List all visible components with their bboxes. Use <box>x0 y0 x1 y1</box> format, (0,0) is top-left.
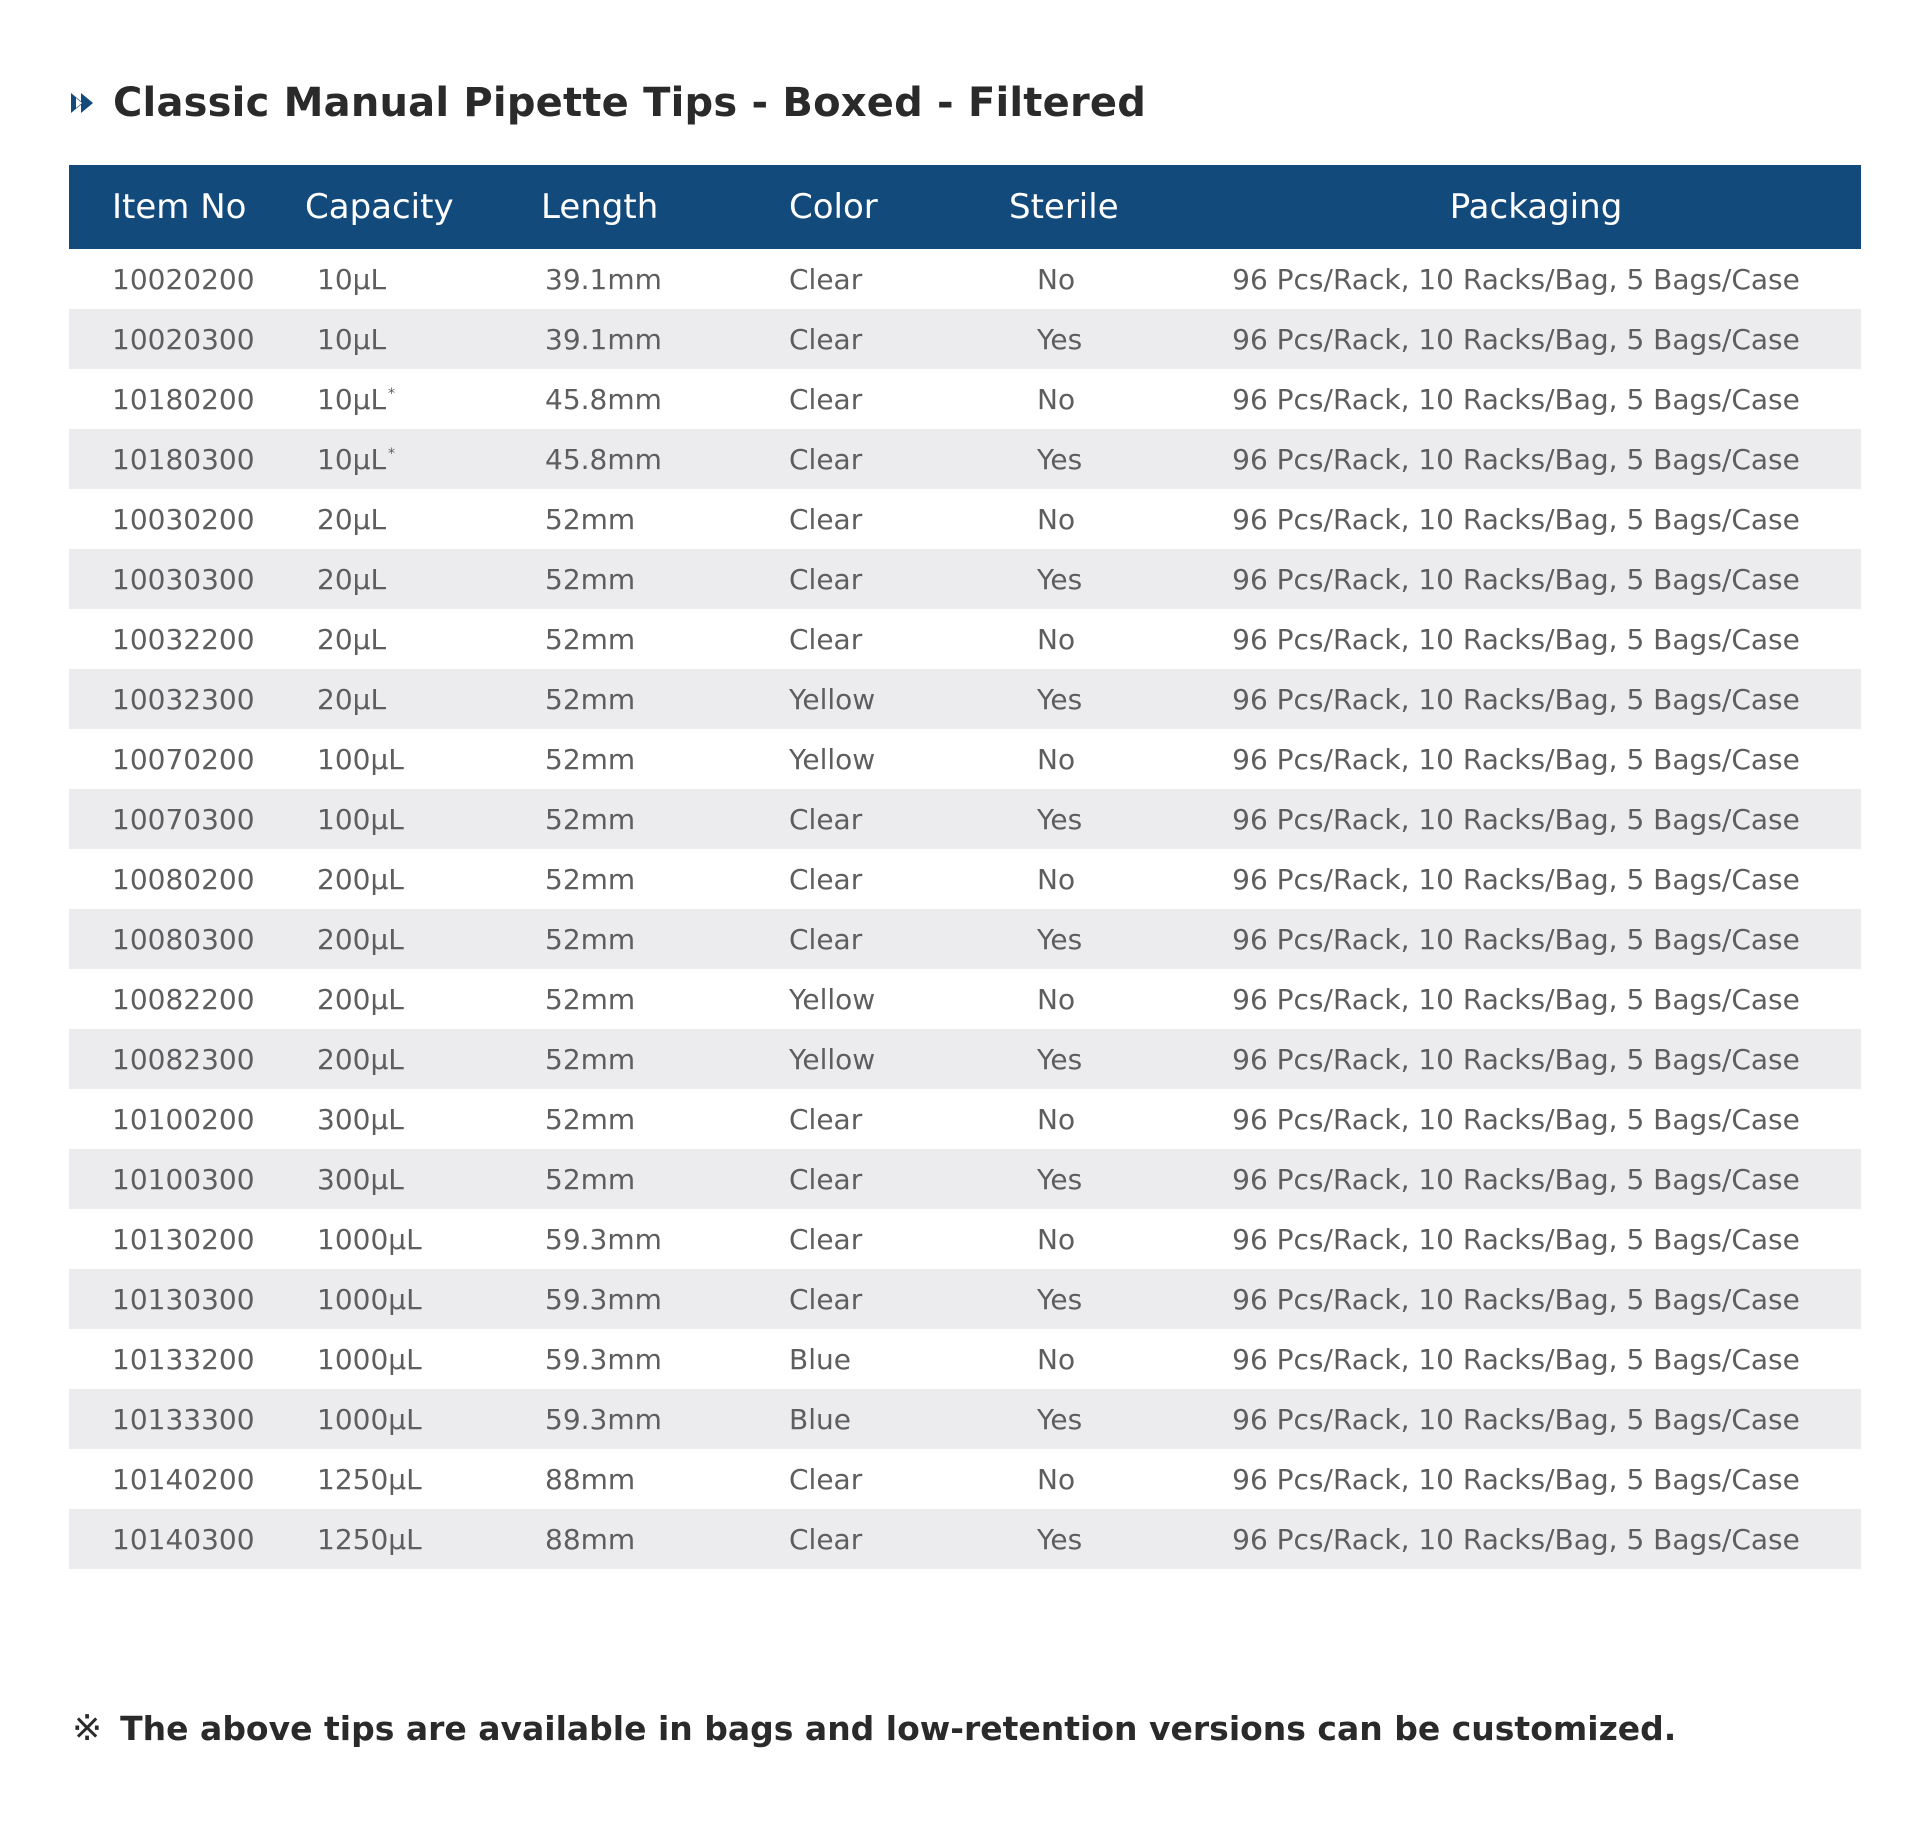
capacity-value: 10μL <box>317 262 387 296</box>
cell-capacity <box>305 609 541 669</box>
cell-capacity <box>305 1329 541 1389</box>
table-row <box>69 789 1861 849</box>
header-length: Length <box>541 165 789 249</box>
cell-item-no: 10080300 <box>69 909 305 969</box>
cell-length: 88mm <box>541 1509 789 1569</box>
table-row <box>69 609 1861 669</box>
table-row <box>69 729 1861 789</box>
table-row <box>69 1209 1861 1269</box>
cell-packaging: 96 Pcs/Rack, 10 Racks/Bag, 5 Bags/Case <box>1211 849 1861 909</box>
header-row <box>69 165 1861 249</box>
cell-length: 52mm <box>541 1149 789 1209</box>
cell-color: Yellow <box>789 729 1009 789</box>
cell-sterile: Yes <box>1009 549 1211 609</box>
cell-capacity <box>305 1029 541 1089</box>
cell-length: 45.8mm <box>541 369 789 429</box>
capacity-value: 300μL <box>317 1102 404 1136</box>
cell-packaging: 96 Pcs/Rack, 10 Racks/Bag, 5 Bags/Case <box>1211 789 1861 849</box>
cell-capacity <box>305 789 541 849</box>
cell-capacity <box>305 969 541 1029</box>
cell-capacity <box>305 369 541 429</box>
table-row <box>69 909 1861 969</box>
cell-color: Clear <box>789 1089 1009 1149</box>
capacity-value: 10μL <box>317 442 387 476</box>
capacity-value: 1000μL <box>317 1282 422 1316</box>
cell-item-no: 10082200 <box>69 969 305 1029</box>
cell-capacity <box>305 489 541 549</box>
cell-length: 52mm <box>541 1089 789 1149</box>
cell-capacity <box>305 1269 541 1329</box>
cell-sterile: Yes <box>1009 1389 1211 1449</box>
cell-item-no: 10030300 <box>69 549 305 609</box>
cell-sterile: No <box>1009 1329 1211 1389</box>
cell-capacity <box>305 1149 541 1209</box>
cell-length: 59.3mm <box>541 1389 789 1449</box>
capacity-value: 1250μL <box>317 1462 422 1496</box>
cell-packaging: 96 Pcs/Rack, 10 Racks/Bag, 5 Bags/Case <box>1211 1269 1861 1329</box>
cell-length: 52mm <box>541 969 789 1029</box>
cell-sterile: No <box>1009 249 1211 309</box>
cell-length: 52mm <box>541 909 789 969</box>
cell-sterile: Yes <box>1009 429 1211 489</box>
header-capacity: Capacity <box>305 165 541 249</box>
cell-packaging: 96 Pcs/Rack, 10 Racks/Bag, 5 Bags/Case <box>1211 909 1861 969</box>
cell-packaging: 96 Pcs/Rack, 10 Racks/Bag, 5 Bags/Case <box>1211 1029 1861 1089</box>
table-row <box>69 1089 1861 1149</box>
table-row <box>69 549 1861 609</box>
cell-sterile: No <box>1009 609 1211 669</box>
cell-capacity <box>305 249 541 309</box>
cell-length: 59.3mm <box>541 1209 789 1269</box>
cell-color: Clear <box>789 1269 1009 1329</box>
cell-item-no: 10130300 <box>69 1269 305 1329</box>
table-row <box>69 429 1861 489</box>
capacity-value: 10μL <box>317 322 387 356</box>
footnote <box>72 1700 1676 1756</box>
cell-capacity <box>305 1449 541 1509</box>
cell-capacity <box>305 1209 541 1269</box>
cell-capacity <box>305 549 541 609</box>
cell-packaging: 96 Pcs/Rack, 10 Racks/Bag, 5 Bags/Case <box>1211 1449 1861 1509</box>
capacity-footnote-mark: * <box>388 446 396 463</box>
cell-item-no: 10100300 <box>69 1149 305 1209</box>
capacity-value: 200μL <box>317 862 404 896</box>
cell-color: Clear <box>789 1149 1009 1209</box>
cell-item-no: 10032200 <box>69 609 305 669</box>
cell-length: 59.3mm <box>541 1329 789 1389</box>
cell-sterile: Yes <box>1009 1149 1211 1209</box>
cell-color: Clear <box>789 609 1009 669</box>
capacity-value: 1000μL <box>317 1222 422 1256</box>
cell-item-no: 10130200 <box>69 1209 305 1269</box>
cell-item-no: 10020200 <box>69 249 305 309</box>
cell-sterile: No <box>1009 489 1211 549</box>
cell-packaging: 96 Pcs/Rack, 10 Racks/Bag, 5 Bags/Case <box>1211 489 1861 549</box>
cell-sterile: No <box>1009 1089 1211 1149</box>
table-row <box>69 849 1861 909</box>
cell-sterile: No <box>1009 849 1211 909</box>
cell-sterile: No <box>1009 369 1211 429</box>
cell-color: Blue <box>789 1329 1009 1389</box>
capacity-value: 200μL <box>317 922 404 956</box>
cell-capacity <box>305 669 541 729</box>
cell-sterile: No <box>1009 729 1211 789</box>
table-row <box>69 1149 1861 1209</box>
capacity-value: 1250μL <box>317 1522 422 1556</box>
cell-length: 52mm <box>541 549 789 609</box>
capacity-value: 20μL <box>317 562 387 596</box>
header-color: Color <box>789 165 1009 249</box>
table-body <box>69 249 1861 1569</box>
cell-color: Clear <box>789 1509 1009 1569</box>
capacity-value: 10μL <box>317 382 387 416</box>
cell-color: Yellow <box>789 1029 1009 1089</box>
cell-packaging: 96 Pcs/Rack, 10 Racks/Bag, 5 Bags/Case <box>1211 1329 1861 1389</box>
table-row <box>69 1329 1861 1389</box>
header-packaging: Packaging <box>1211 165 1861 249</box>
cell-length: 45.8mm <box>541 429 789 489</box>
cell-color: Blue <box>789 1389 1009 1449</box>
cell-length: 39.1mm <box>541 249 789 309</box>
capacity-value: 200μL <box>317 982 404 1016</box>
cell-capacity <box>305 909 541 969</box>
cell-color: Clear <box>789 489 1009 549</box>
cell-packaging: 96 Pcs/Rack, 10 Racks/Bag, 5 Bags/Case <box>1211 429 1861 489</box>
capacity-value: 300μL <box>317 1162 404 1196</box>
cell-packaging: 96 Pcs/Rack, 10 Racks/Bag, 5 Bags/Case <box>1211 1149 1861 1209</box>
header-item-no: Item No <box>69 165 305 249</box>
cell-length: 52mm <box>541 1029 789 1089</box>
title-block <box>69 74 1146 132</box>
cell-color: Clear <box>789 549 1009 609</box>
reference-mark-icon: ※ <box>72 1707 103 1749</box>
cell-length: 52mm <box>541 849 789 909</box>
table-row <box>69 369 1861 429</box>
table-row <box>69 1449 1861 1509</box>
cell-color: Clear <box>789 1449 1009 1509</box>
cell-packaging: 96 Pcs/Rack, 10 Racks/Bag, 5 Bags/Case <box>1211 369 1861 429</box>
table-header <box>69 165 1861 249</box>
cell-packaging: 96 Pcs/Rack, 10 Racks/Bag, 5 Bags/Case <box>1211 309 1861 369</box>
capacity-value: 20μL <box>317 502 387 536</box>
cell-length: 52mm <box>541 609 789 669</box>
cell-packaging: 96 Pcs/Rack, 10 Racks/Bag, 5 Bags/Case <box>1211 1209 1861 1269</box>
footnote-text: The above tips are available in bags and low-retention versions can be customized. <box>120 1708 1677 1748</box>
table-row <box>69 249 1861 309</box>
cell-color: Yellow <box>789 669 1009 729</box>
capacity-value: 1000μL <box>317 1402 422 1436</box>
double-chevron-right-icon <box>69 90 97 116</box>
cell-item-no: 10180300 <box>69 429 305 489</box>
table-row <box>69 1509 1861 1569</box>
table-row <box>69 1029 1861 1089</box>
cell-color: Clear <box>789 429 1009 489</box>
cell-length: 52mm <box>541 489 789 549</box>
cell-item-no: 10070200 <box>69 729 305 789</box>
cell-length: 52mm <box>541 729 789 789</box>
cell-color: Clear <box>789 1209 1009 1269</box>
capacity-value: 20μL <box>317 682 387 716</box>
cell-capacity <box>305 1089 541 1149</box>
cell-sterile: Yes <box>1009 669 1211 729</box>
capacity-value: 1000μL <box>317 1342 422 1376</box>
page-title: Classic Manual Pipette Tips - Boxed - Filtered <box>113 80 1147 126</box>
cell-packaging: 96 Pcs/Rack, 10 Racks/Bag, 5 Bags/Case <box>1211 1509 1861 1569</box>
cell-sterile: No <box>1009 1449 1211 1509</box>
cell-item-no: 10100200 <box>69 1089 305 1149</box>
cell-length: 59.3mm <box>541 1269 789 1329</box>
cell-length: 52mm <box>541 669 789 729</box>
capacity-value: 200μL <box>317 1042 404 1076</box>
cell-item-no: 10082300 <box>69 1029 305 1089</box>
cell-capacity <box>305 849 541 909</box>
cell-packaging: 96 Pcs/Rack, 10 Racks/Bag, 5 Bags/Case <box>1211 1389 1861 1449</box>
cell-packaging: 96 Pcs/Rack, 10 Racks/Bag, 5 Bags/Case <box>1211 609 1861 669</box>
cell-sterile: Yes <box>1009 909 1211 969</box>
cell-color: Clear <box>789 909 1009 969</box>
table-row <box>69 669 1861 729</box>
header-sterile: Sterile <box>1009 165 1211 249</box>
cell-capacity <box>305 429 541 489</box>
pipette-tips-table <box>69 165 1861 1569</box>
table-row <box>69 489 1861 549</box>
cell-color: Clear <box>789 249 1009 309</box>
cell-sterile: Yes <box>1009 1029 1211 1089</box>
cell-length: 39.1mm <box>541 309 789 369</box>
table-row <box>69 309 1861 369</box>
cell-packaging: 96 Pcs/Rack, 10 Racks/Bag, 5 Bags/Case <box>1211 549 1861 609</box>
cell-sterile: Yes <box>1009 1269 1211 1329</box>
cell-item-no: 10180200 <box>69 369 305 429</box>
cell-item-no: 10030200 <box>69 489 305 549</box>
cell-packaging: 96 Pcs/Rack, 10 Racks/Bag, 5 Bags/Case <box>1211 729 1861 789</box>
cell-item-no: 10080200 <box>69 849 305 909</box>
capacity-footnote-mark: * <box>388 386 396 403</box>
cell-item-no: 10133300 <box>69 1389 305 1449</box>
cell-sterile: Yes <box>1009 1509 1211 1569</box>
table-row <box>69 1269 1861 1329</box>
cell-sterile: No <box>1009 969 1211 1029</box>
cell-color: Clear <box>789 789 1009 849</box>
cell-capacity <box>305 1509 541 1569</box>
cell-sterile: Yes <box>1009 309 1211 369</box>
cell-length: 88mm <box>541 1449 789 1509</box>
cell-color: Yellow <box>789 969 1009 1029</box>
cell-color: Clear <box>789 849 1009 909</box>
cell-packaging: 96 Pcs/Rack, 10 Racks/Bag, 5 Bags/Case <box>1211 969 1861 1029</box>
cell-sterile: Yes <box>1009 789 1211 849</box>
table-row <box>69 1389 1861 1449</box>
capacity-value: 20μL <box>317 622 387 656</box>
cell-color: Clear <box>789 309 1009 369</box>
cell-capacity <box>305 309 541 369</box>
cell-item-no: 10140300 <box>69 1509 305 1569</box>
cell-capacity <box>305 1389 541 1449</box>
table-row <box>69 969 1861 1029</box>
cell-length: 52mm <box>541 789 789 849</box>
cell-item-no: 10020300 <box>69 309 305 369</box>
capacity-value: 100μL <box>317 802 404 836</box>
cell-capacity <box>305 729 541 789</box>
cell-color: Clear <box>789 369 1009 429</box>
cell-packaging: 96 Pcs/Rack, 10 Racks/Bag, 5 Bags/Case <box>1211 249 1861 309</box>
cell-item-no: 10032300 <box>69 669 305 729</box>
cell-sterile: No <box>1009 1209 1211 1269</box>
cell-packaging: 96 Pcs/Rack, 10 Racks/Bag, 5 Bags/Case <box>1211 1089 1861 1149</box>
capacity-value: 100μL <box>317 742 404 776</box>
cell-item-no: 10070300 <box>69 789 305 849</box>
cell-item-no: 10133200 <box>69 1329 305 1389</box>
cell-item-no: 10140200 <box>69 1449 305 1509</box>
cell-packaging: 96 Pcs/Rack, 10 Racks/Bag, 5 Bags/Case <box>1211 669 1861 729</box>
